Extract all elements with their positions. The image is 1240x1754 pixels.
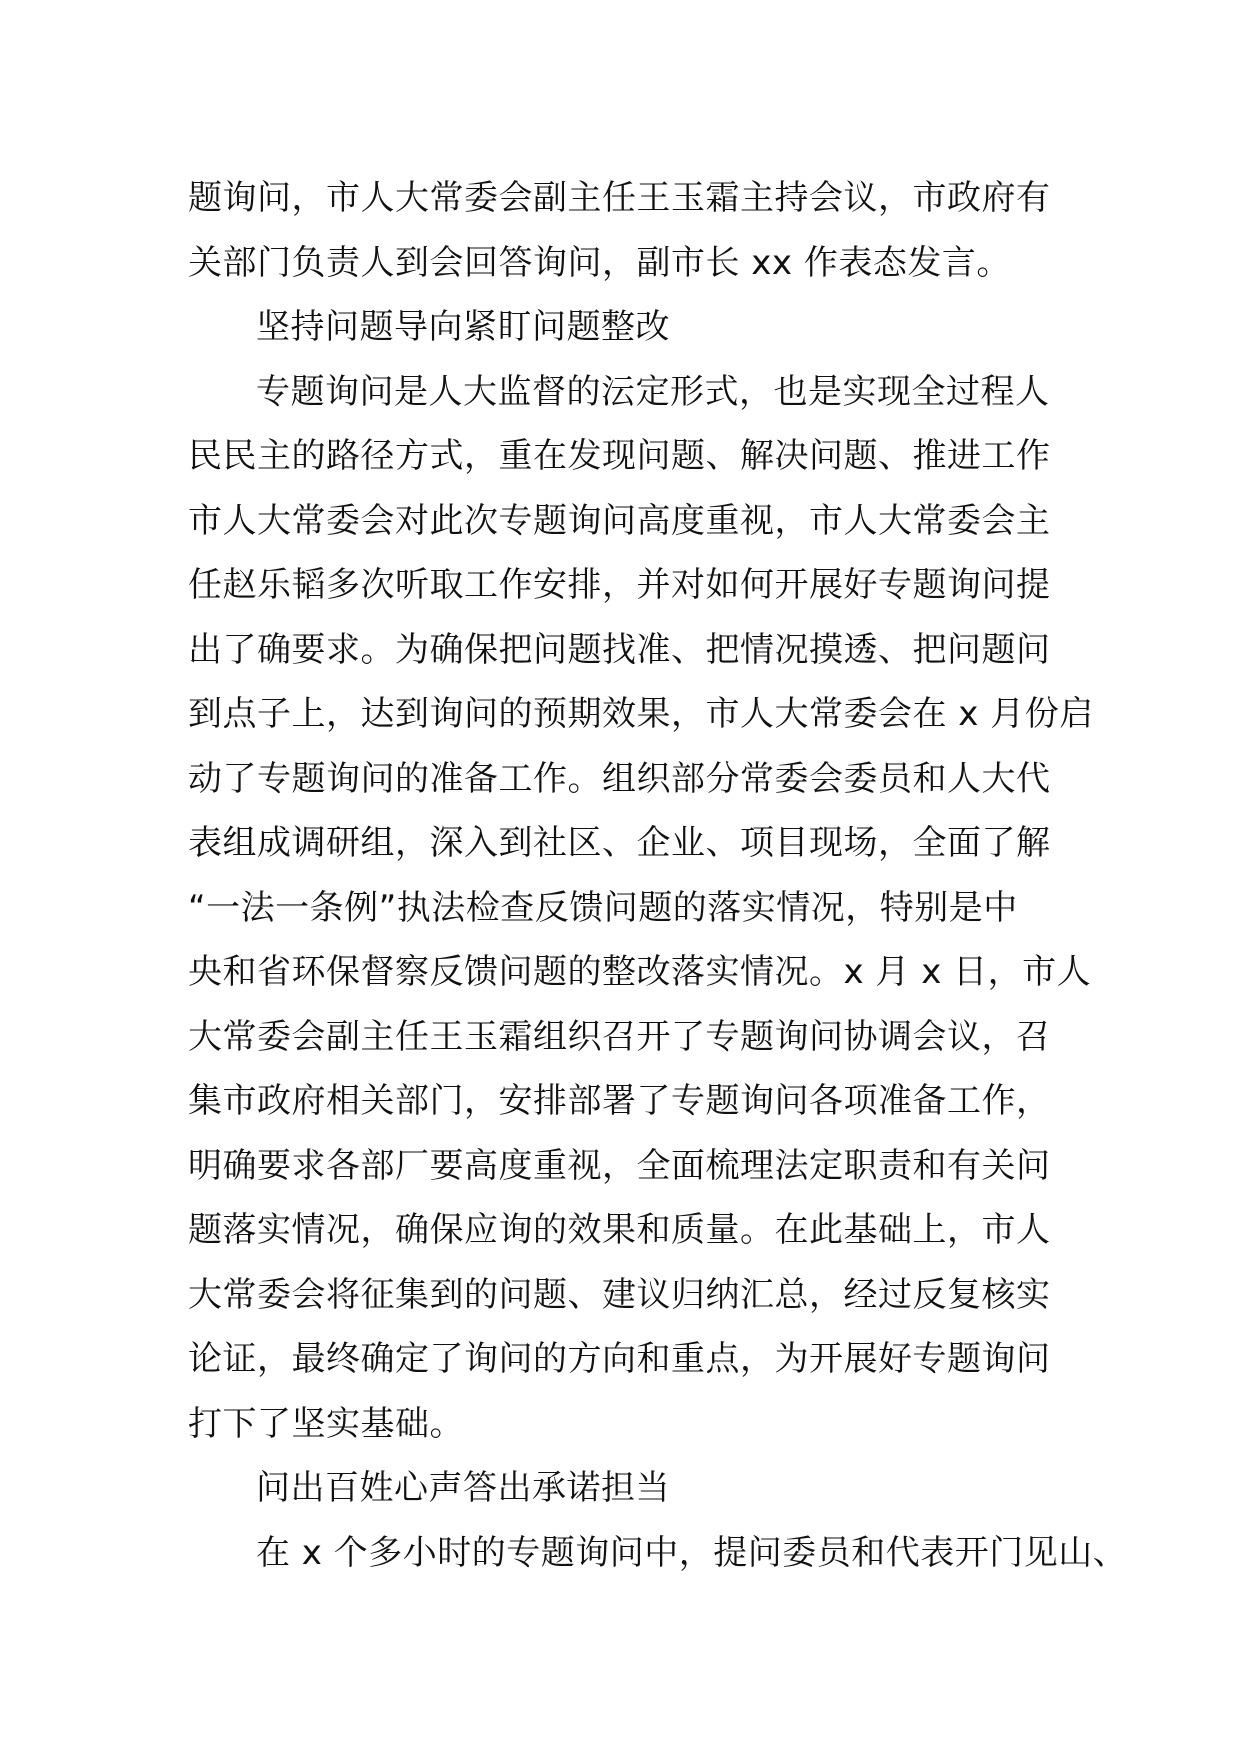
text-line: “一法一条例”执法检查反馈问题的落实情况，特别是中: [188, 887, 1018, 928]
text-line: 论证，最终确定了询问的方向和重点，为开展好专题询问: [188, 1339, 1051, 1379]
text-line: 题落实情况，确保应询的效果和质量。在此基础上，市人: [188, 1210, 1051, 1250]
paragraph-start-line: 在 x 个多小时的专题询问中，提问委员和代表开门见山、: [256, 1532, 1128, 1573]
text-line: 打下了坚实基础。: [188, 1403, 464, 1444]
text-line: 集市政府相关部门，安排部署了专题询问各项准备工作，: [188, 1081, 1051, 1121]
text-line: 央和省环保督察反馈问题的整改落实情况。x 月 x 日，市人: [188, 952, 1092, 992]
text-line: 任赵乐韬多次听取工作安排，并对如何开展好专题询问提: [188, 565, 1051, 605]
text-line: 大常委会将征集到的问题、建议归纳汇总，经过反复核实: [188, 1274, 1051, 1315]
text-line: 市人大常委会对此次专题询问高度重视，市人大常委会主: [188, 500, 1051, 541]
text-line: 关部门负责人到会回答询问，副市长 xx 作表态发言。: [188, 242, 1011, 283]
text-line: 动了专题询问的准备工作。组织部分常委会委员和人大代: [188, 758, 1051, 799]
text-line: 到点子上，达到询问的预期效果，市人大常委会在 x 月份启: [188, 694, 1094, 734]
document-body: [188, 166, 1128, 1585]
text-line: 大常委会副主任王玉霜组织召开了专题询问协调会议，召: [188, 1016, 1051, 1057]
paragraph-start-line: 坚持问题导向紧盯问题整改: [256, 307, 670, 347]
paragraph-start-line: 问出百姓心声答出承诺担当: [256, 1468, 670, 1508]
text-line: 表组成调研组，深入到社区、企业、项目现场，全面了解: [188, 823, 1051, 863]
text-line: 明确要求各部厂要高度重视，全面梳理法定职责和有关问: [188, 1145, 1051, 1186]
text-line: 出了确要求。为确保把问题找准、把情况摸透、把问题问: [188, 629, 1051, 670]
paragraph-start-line: 专题询问是人大监督的沄定形式，也是实现全过程人: [256, 371, 1050, 412]
text-line: 民民主的路径方式，重在发现问题、解决问题、推进工作: [188, 436, 1051, 476]
text-line: 题询问，市人大常委会副主任王玉霜主持会议，市政府有: [188, 178, 1051, 218]
